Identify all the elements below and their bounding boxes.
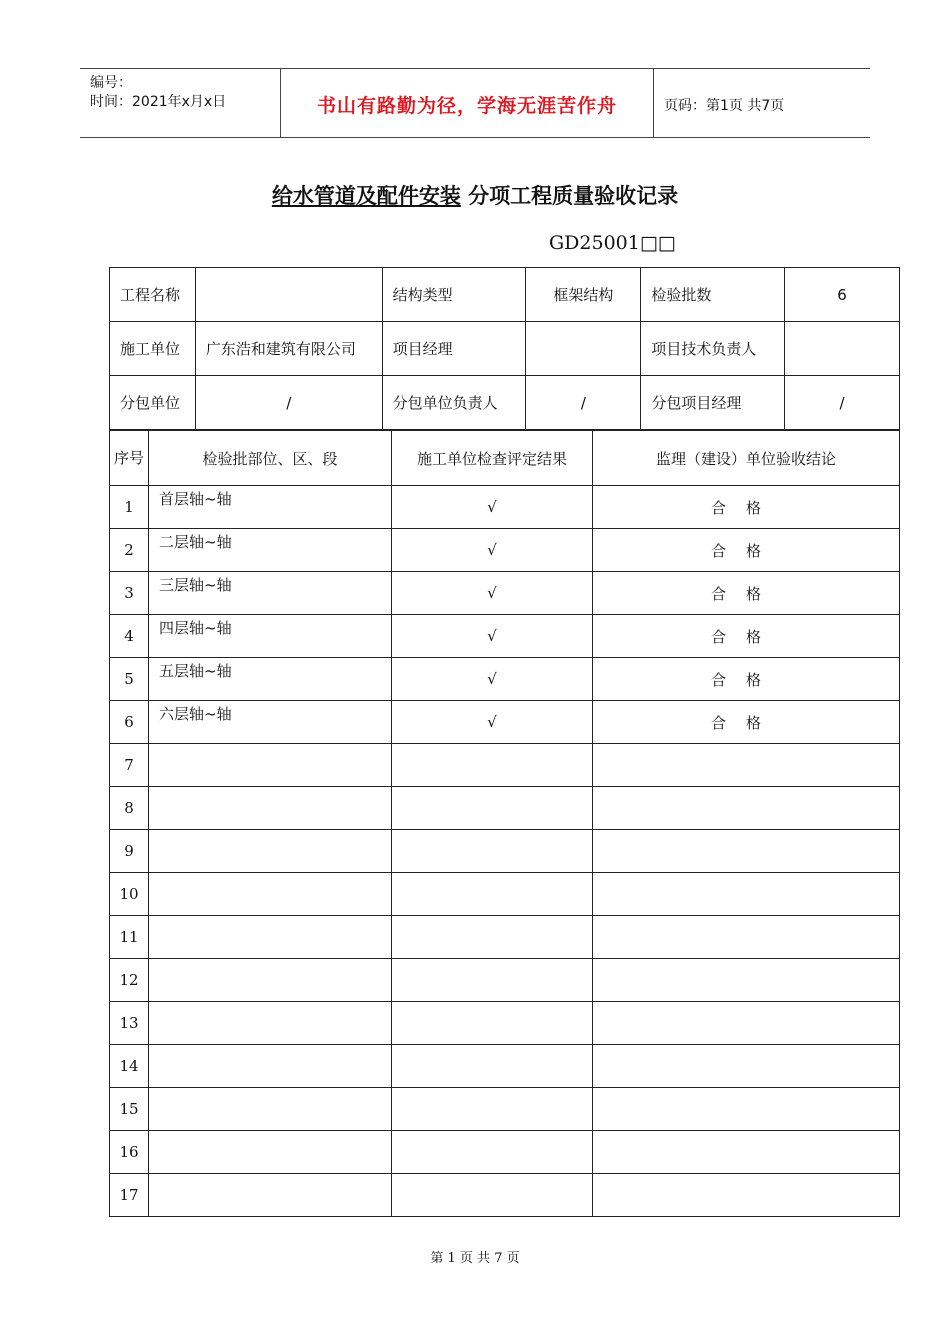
- row-conclusion: [593, 916, 900, 959]
- table-body: [110, 486, 900, 1217]
- document-number-label: 编号：: [90, 75, 132, 91]
- row-location: [149, 1131, 392, 1174]
- row-result: √: [392, 658, 593, 701]
- row-conclusion: [593, 787, 900, 830]
- header-right-cell: [654, 69, 870, 137]
- row-result: [392, 787, 593, 830]
- row-result: [392, 1131, 593, 1174]
- tech-lead-label: 项目技术负责人: [641, 322, 785, 376]
- row-conclusion: 合格: [593, 529, 900, 572]
- table-row: [110, 1131, 900, 1174]
- row-location: [149, 1174, 392, 1217]
- table-row: [110, 529, 900, 572]
- row-conclusion: [593, 1088, 900, 1131]
- row-result: √: [392, 701, 593, 744]
- row-result: [392, 916, 593, 959]
- header-no: 序号: [110, 431, 149, 486]
- row-location: [149, 1045, 392, 1088]
- row-result: [392, 959, 593, 1002]
- title-main-part: 分项工程质量验收记录: [468, 184, 679, 208]
- row-conclusion: 合格: [593, 486, 900, 529]
- form-code: GD25001□□: [549, 232, 676, 254]
- document-time-label: 时间：2021年x月x日: [90, 94, 227, 110]
- row-location: [149, 830, 392, 873]
- row-result: [392, 1088, 593, 1131]
- row-conclusion: 合格: [593, 572, 900, 615]
- subcontractor-pm-label: 分包项目经理: [641, 376, 785, 430]
- contractor-value: 广东浩和建筑有限公司: [195, 322, 382, 376]
- row-location: 四层轴~轴: [149, 615, 392, 658]
- row-number: 16: [110, 1131, 149, 1174]
- table-header-row: [110, 431, 900, 486]
- table-row: [110, 916, 900, 959]
- row-number: 14: [110, 1045, 149, 1088]
- header-conclusion: 监理（建设）单位验收结论: [593, 431, 900, 486]
- row-location: 六层轴~轴: [149, 701, 392, 744]
- row-number: 12: [110, 959, 149, 1002]
- page-footer: 第 1 页 共 7 页: [430, 1251, 520, 1266]
- row-number: 7: [110, 744, 149, 787]
- row-conclusion: [593, 1002, 900, 1045]
- project-name-label: 工程名称: [110, 268, 196, 322]
- row-location: 五层轴~轴: [149, 658, 392, 701]
- row-number: 1: [110, 486, 149, 529]
- table-row: [110, 959, 900, 1002]
- row-result: [392, 1045, 593, 1088]
- row-location: [149, 744, 392, 787]
- project-manager-label: 项目经理: [382, 322, 526, 376]
- row-conclusion: [593, 873, 900, 916]
- row-result: [392, 873, 593, 916]
- tech-lead-value: [785, 322, 900, 376]
- row-number: 13: [110, 1002, 149, 1045]
- subcontractor-value: /: [195, 376, 382, 430]
- header-left-cell: [80, 69, 281, 137]
- row-result: √: [392, 572, 593, 615]
- header-location: 检验批部位、区、段: [149, 431, 392, 486]
- subcontractor-label: 分包单位: [110, 376, 196, 430]
- info-row: [110, 268, 900, 322]
- row-result: [392, 1002, 593, 1045]
- row-location: 二层轴~轴: [149, 529, 392, 572]
- batch-count-label: 检验批数: [641, 268, 785, 322]
- row-result: [392, 1174, 593, 1217]
- row-number: 5: [110, 658, 149, 701]
- table-row: [110, 1045, 900, 1088]
- row-location: [149, 959, 392, 1002]
- table-row: [110, 744, 900, 787]
- row-conclusion: [593, 744, 900, 787]
- row-number: 3: [110, 572, 149, 615]
- page-header: [80, 68, 870, 138]
- table-row: [110, 572, 900, 615]
- row-conclusion: 合格: [593, 658, 900, 701]
- row-number: 8: [110, 787, 149, 830]
- table-row: [110, 486, 900, 529]
- table-row: [110, 1088, 900, 1131]
- header-motto-cell: [281, 69, 654, 137]
- row-result: √: [392, 486, 593, 529]
- row-number: 4: [110, 615, 149, 658]
- row-conclusion: 合格: [593, 701, 900, 744]
- row-result: √: [392, 615, 593, 658]
- row-result: [392, 744, 593, 787]
- subcontractor-lead-label: 分包单位负责人: [382, 376, 526, 430]
- subcontractor-lead-value: /: [526, 376, 641, 430]
- table-row: [110, 1174, 900, 1217]
- subcontractor-pm-value: /: [785, 376, 900, 430]
- header-page-number: 页码：第1页 共7页: [664, 98, 785, 114]
- row-conclusion: [593, 1174, 900, 1217]
- header-result: 施工单位检查评定结果: [392, 431, 593, 486]
- info-row: [110, 376, 900, 430]
- row-location: [149, 1088, 392, 1131]
- row-number: 2: [110, 529, 149, 572]
- batch-count-value: 6: [785, 268, 900, 322]
- project-info-table: [109, 267, 900, 430]
- structure-type-value: 框架结构: [526, 268, 641, 322]
- inspection-batch-table: [109, 430, 900, 1217]
- table-row: [110, 658, 900, 701]
- table-row: [110, 615, 900, 658]
- row-number: 9: [110, 830, 149, 873]
- table-row: [110, 873, 900, 916]
- row-number: 15: [110, 1088, 149, 1131]
- title-underlined-part: 给水管道及配件安装: [271, 184, 461, 208]
- row-location: 三层轴~轴: [149, 572, 392, 615]
- header-motto: 书山有路勤为径，学海无涯苦作舟: [316, 95, 617, 117]
- row-number: 10: [110, 873, 149, 916]
- row-location: [149, 1002, 392, 1045]
- table-row: [110, 701, 900, 744]
- row-result: √: [392, 529, 593, 572]
- project-name-value: [195, 268, 382, 322]
- row-location: [149, 787, 392, 830]
- row-number: 6: [110, 701, 149, 744]
- row-location: 首层轴~轴: [149, 486, 392, 529]
- table-row: [110, 1002, 900, 1045]
- info-row: [110, 322, 900, 376]
- contractor-label: 施工单位: [110, 322, 196, 376]
- table-row: [110, 830, 900, 873]
- project-manager-value: [526, 322, 641, 376]
- row-number: 17: [110, 1174, 149, 1217]
- row-location: [149, 873, 392, 916]
- row-conclusion: [593, 1131, 900, 1174]
- row-conclusion: [593, 1045, 900, 1088]
- structure-type-label: 结构类型: [382, 268, 526, 322]
- page-title: [0, 180, 950, 210]
- row-conclusion: [593, 830, 900, 873]
- row-number: 11: [110, 916, 149, 959]
- table-row: [110, 787, 900, 830]
- row-conclusion: [593, 959, 900, 1002]
- row-result: [392, 830, 593, 873]
- row-conclusion: 合格: [593, 615, 900, 658]
- row-location: [149, 916, 392, 959]
